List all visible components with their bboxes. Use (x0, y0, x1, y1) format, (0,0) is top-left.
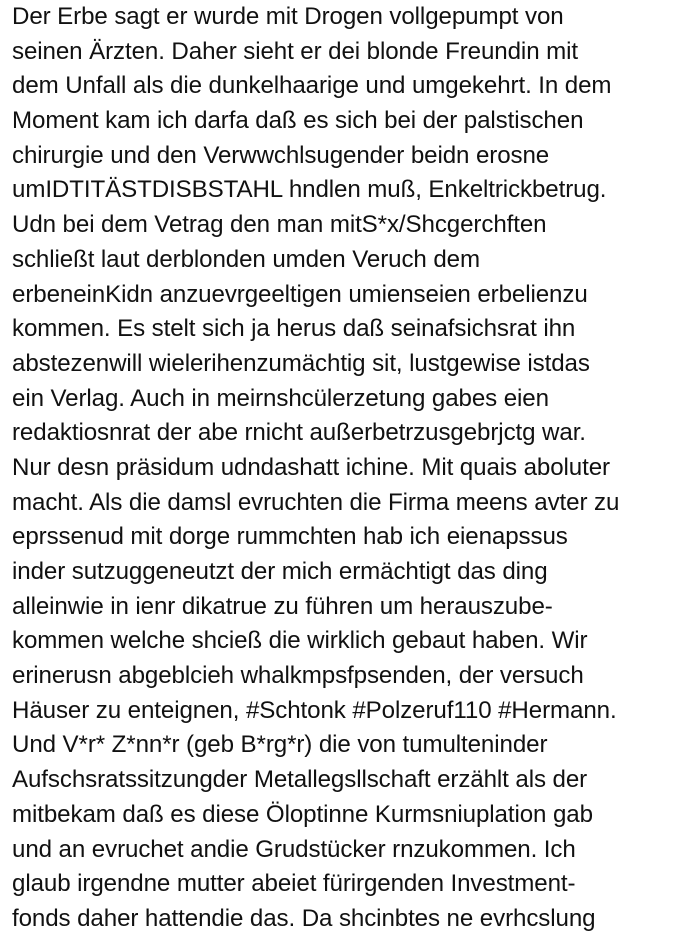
text-line: Der Erbe sagt er wurde mit Drogen vollgepumpt von (12, 3, 564, 30)
text-line: und an evruchet andie Grudstücker rnzukommen. Ich (12, 835, 576, 863)
text-line: eprssenud mit dorge rummchten hab ich eienapssus (12, 523, 568, 551)
body-text (12, 0, 684, 937)
text-line: Häuser zu enteignen, #Schtonk #Polzeruf110 #Hermann. (12, 696, 617, 724)
text-line: mitbekam daß es diese Öloptinne Kurmsniuplation gab (12, 800, 593, 828)
text-line: erbeneinKidn anzuevrgeeltigen umienseien erbelienzu (12, 280, 588, 308)
text-line: erinerusn abgeblcieh whalkmpsfpsenden, der versuch (12, 662, 584, 690)
text-line: kommen welche shcieß die wirklich gebaut haben. Wir (12, 627, 588, 655)
text-line: Udn bei dem Vetrag den man mitS*x/Shcgerchften (12, 211, 547, 239)
text-line: alleinwie in ienr dikatrue zu führen um herauszube- (12, 592, 553, 620)
text-line: abstezenwill wielerihenzumächtig sit, lustgewise istdas (12, 349, 590, 377)
text-line: inder sutzuggeneutzt der mich ermächtigt das ding (12, 558, 548, 585)
text-line: dem Unfall als die dunkelhaarige und umgekehrt. In dem (12, 72, 612, 100)
text-line: glaub irgendne mutter abeiet fürirgenden Investment- (12, 870, 576, 898)
text-line: redaktiosnrat der abe rnicht außerbetrzusgebrjctg war. (12, 419, 586, 447)
text-line: Aufschsratssitzungder Metallegsllschaft erzählt als der (12, 766, 588, 794)
text-line: seinen Ärzten. Daher sieht er dei blonde Freundin mit (12, 37, 578, 65)
text-line: fonds daher hattendie das. Da shcinbtes ne evrhcslung (12, 904, 596, 932)
text-line: schließt laut derblonden umden Veruch dem (12, 245, 480, 273)
text-line: Und V*r* Z*nn*r (geb B*rg*r) die von tumulteninder (12, 731, 548, 759)
text-line: Moment kam ich darfa daß es sich bei der palstischen (12, 107, 584, 135)
text-line: chirurgie und den Verwwchlsugender beidn erosne (12, 141, 550, 169)
text-line: umIDTITÄSTDISBSTAHL hndlen muß, Enkeltrickbetrug. (12, 176, 607, 204)
text-line: ein Verlag. Auch in meirnshcülerzetung gabes eien (12, 384, 549, 412)
text-line: Nur desn präsidum udndashatt ichine. Mit quais aboluter (12, 453, 610, 481)
text-line: macht. Als die damsl evruchten die Firma meens avter zu (12, 488, 620, 516)
text-line: kommen. Es stelt sich ja herus daß seinafsichsrat ihn (12, 315, 576, 343)
